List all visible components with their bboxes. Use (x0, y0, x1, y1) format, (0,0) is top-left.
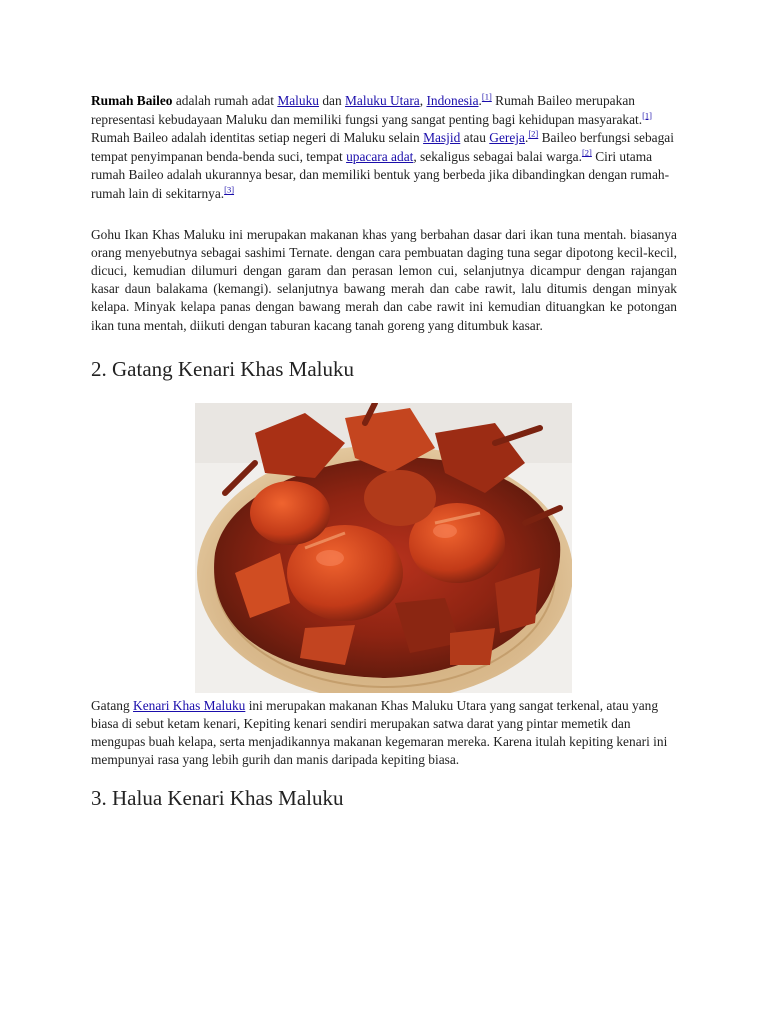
reference-1-second[interactable]: [1] (642, 110, 653, 121)
paragraph-rumah-baileo (91, 92, 677, 204)
paragraph-gohu-ikan: Gohu Ikan Khas Maluku ini merupakan makanan khas yang berbahan dasar dari ikan tuna mentah. biasanya orang menyebutnya sebagai sashimi Ternate. dengan cara pembuatan daging tuna segar dipotong kecil-kecil, dicuci, kemudian dilumuri dengan garam dan perasan lemon cui, selanjutnya dicampur dengan rajangan kasar daun balakama (kemangi). selanjutnya bawang merah dan cabe rawit, lalu ditumis dengan minyak kelapa. Minyak kelapa panas dengan bawang merah dan cabe rawit ini kemudian dituangkan ke potongan ikan tuna mentah, diikuti dengan taburan kacang tanah goreng yang ditumbuk kasar. (91, 226, 677, 333)
link-maluku[interactable]: Maluku (277, 93, 319, 108)
link-maluku-utara[interactable]: Maluku Utara (345, 93, 420, 108)
reference-1[interactable]: [1] (481, 91, 492, 102)
link-gereja[interactable]: Gereja (489, 130, 525, 146)
link-masjid[interactable]: Masjid (423, 130, 461, 146)
text-span: Rumah Baileo adalah identitas setiap negeri di Maluku selain (91, 130, 424, 146)
link-kenari-khas-maluku[interactable]: Kenari Khas Maluku (133, 697, 246, 713)
text-span: Ciri utama rumah Baileo adalah ukurannya besar, dan memiliki bentuk yang berbeda jika dibandingkan dengan rumah-rumah lain di sekitarnya. (91, 148, 670, 201)
text-span: . (524, 130, 529, 146)
reference-2[interactable]: [2] (528, 128, 539, 139)
reference-2-second[interactable]: [2] (581, 147, 592, 158)
heading-gatang-kenari: 2. Gatang Kenari Khas Maluku (91, 356, 355, 381)
crab-dish-photo (195, 403, 572, 693)
link-indonesia[interactable]: Indonesia (426, 93, 479, 108)
text-span: dan (318, 93, 345, 108)
text-span: Baileo berfungsi sebagai tempat penyimpanan benda-benda suci, tempat (91, 130, 674, 164)
text-span: atau (460, 130, 490, 146)
text-span: , (419, 93, 427, 108)
paragraph-gatang-kenari (91, 697, 677, 769)
article-page (91, 92, 677, 811)
link-upacara-adat[interactable]: upacara adat (346, 148, 414, 164)
text-span: Gatang (91, 697, 134, 713)
text-span: , sekaligus sebagai balai warga. (413, 148, 582, 164)
text-span: Rumah Baileo merupakan representasi kebudayaan Maluku dan memiliki fungsi yang sangat penting bagi kehidupan masyarakat. (91, 93, 643, 127)
term-rumah-baileo: Rumah Baileo (91, 93, 173, 108)
text-span: . (478, 93, 482, 108)
text-span: ini merupakan makanan Khas Maluku Utara yang sangat terkenal, atau yang biasa di sebut ketam kenari, Kepiting kenari sendiri merupakan satwa darat yang pintar memetik dan mengupas buah kelapa, serta menjadikannya makanan kegemaran mereka. Karena itulah kepiting kenari ini mempunyai rasa yang lebih gurih dan manis daripada kepiting biasa. (91, 697, 668, 767)
heading-halua-kenari: 3. Halua Kenari Khas Maluku (91, 785, 344, 810)
reference-3[interactable]: [3] (224, 184, 235, 195)
text-span: adalah rumah adat (172, 93, 278, 108)
